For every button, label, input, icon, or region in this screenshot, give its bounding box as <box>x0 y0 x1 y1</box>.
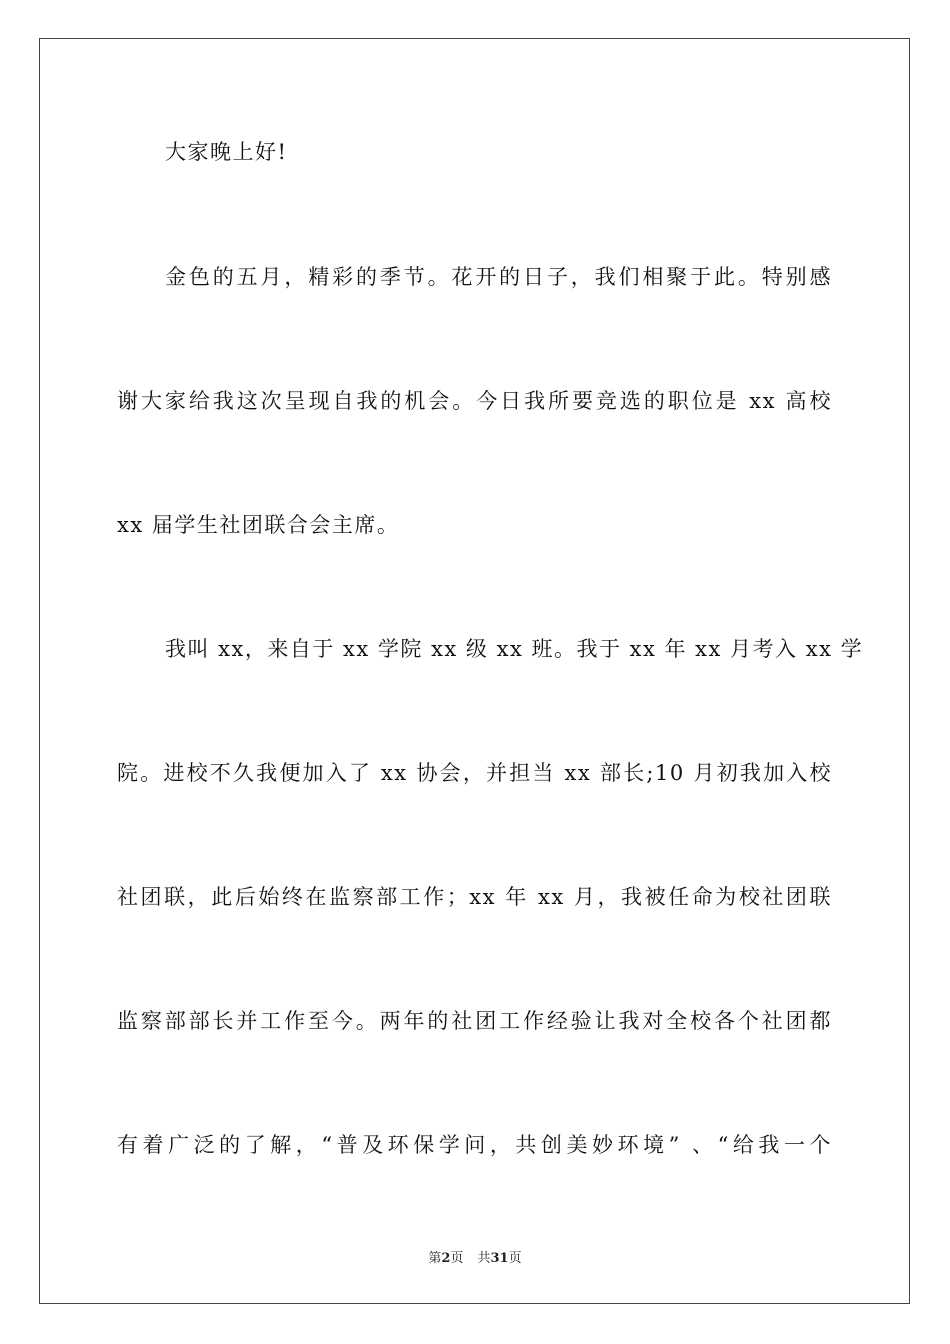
page-footer <box>0 1247 950 1266</box>
total-pages: 31 <box>490 1251 509 1266</box>
text-line-5: 我叫 xx，来自于 xx 学院 xx 级 xx 班。我于 xx 年 xx 月考入 xx 学 <box>165 637 864 661</box>
text-line-6: 院。进校不久我便加入了 xx 协会，并担当 xx 部长;10 月初我加入校 <box>117 761 832 785</box>
total-prefix: 共 <box>477 1251 491 1266</box>
text-line-3: 谢大家给我这次呈现自我的机会。今日我所要竞选的职位是 xx 高校 <box>117 389 832 413</box>
page-number: 2 <box>441 1251 451 1266</box>
text-line-9: 有着广泛的了解，“普及环保学问，共创美妙环境” 、“给我一个 <box>117 1133 832 1157</box>
text-line-7: 社团联，此后始终在监察部工作；xx 年 xx 月，我被任命为校社团联 <box>117 885 832 909</box>
page-border <box>39 38 910 1304</box>
text-line-4: xx 届学生社团联合会主席。 <box>117 513 400 537</box>
text-line-1: 大家晚上好! <box>165 140 288 164</box>
page-prefix: 第 <box>428 1251 442 1266</box>
text-line-2: 金色的五月，精彩的季节。花开的日子，我们相聚于此。特别感 <box>165 265 832 289</box>
total-suffix: 页 <box>508 1251 522 1266</box>
page-suffix: 页 <box>450 1251 464 1266</box>
text-line-8: 监察部部长并工作至今。两年的社团工作经验让我对全校各个社团都 <box>117 1009 832 1033</box>
